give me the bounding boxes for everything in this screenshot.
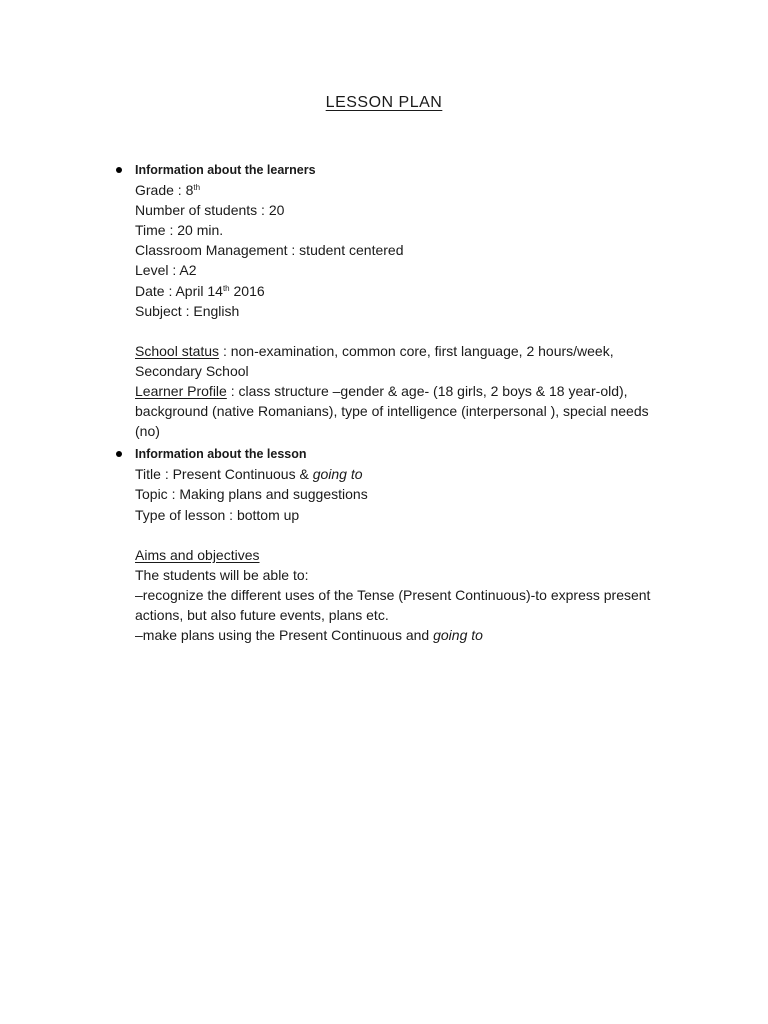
subject-line: Subject : English	[135, 302, 240, 319]
aim2-italic: going to	[433, 626, 483, 643]
lesson-type-line: Type of lesson : bottom up	[135, 506, 300, 523]
date-superscript: th	[222, 283, 230, 293]
learner-profile-text: : class structure –gender & age- (18 girls, 2 boys & 18 year-old), background (native Romanians), type of intelligence (interpersonal ), special needs (no)	[135, 382, 649, 440]
aim2-prefix: –make plans using the Present Continuous and	[135, 626, 434, 643]
grade-text: Grade : 8	[135, 182, 194, 199]
school-status-separator: :	[219, 342, 231, 359]
aims-heading: Aims and objectives	[135, 546, 260, 563]
bullet-icon	[116, 167, 122, 173]
aim-item: –recognize the different uses of the Tense (Present Continuous)-to express present actions, but also future events, plans etc.	[135, 586, 651, 623]
grade-line	[135, 180, 665, 200]
school-status-paragraph	[135, 341, 665, 381]
time-line: Time : 20 min.	[135, 222, 224, 239]
learner-profile-label: Learner Profile	[135, 382, 227, 399]
spacer	[135, 525, 665, 545]
page-title	[0, 94, 768, 112]
spacer	[135, 321, 665, 341]
date-suffix: 2016	[229, 282, 265, 299]
learners-heading: Information about the learners	[135, 163, 316, 177]
aims-intro: The students will be able to:	[135, 566, 309, 583]
date-line	[135, 281, 665, 301]
page-title-text: LESSON PLAN	[325, 94, 443, 111]
school-status-text: non-examination, common core, first language, 2 hours/week, Secondary School	[135, 342, 614, 379]
lesson-title-line	[135, 464, 665, 484]
students-line: Number of students : 20	[135, 202, 285, 219]
bullet-icon	[116, 451, 122, 457]
learner-profile-paragraph	[135, 381, 665, 441]
management-line: Classroom Management : student centered	[135, 242, 404, 259]
lesson-heading: Information about the lesson	[135, 447, 307, 462]
lesson-title-italic: going to	[312, 466, 363, 483]
lesson-title-prefix: Title : Present Continuous &	[135, 466, 313, 483]
aim-item	[135, 625, 665, 645]
topic-line: Topic : Making plans and suggestions	[135, 486, 368, 503]
grade-superscript: th	[193, 183, 201, 193]
document-body	[135, 160, 665, 645]
level-line: Level : A2	[135, 262, 197, 279]
lesson-section	[135, 444, 665, 645]
date-prefix: Date : April 14	[135, 282, 223, 299]
school-status-label: School status	[135, 342, 220, 359]
learners-section	[135, 160, 665, 441]
